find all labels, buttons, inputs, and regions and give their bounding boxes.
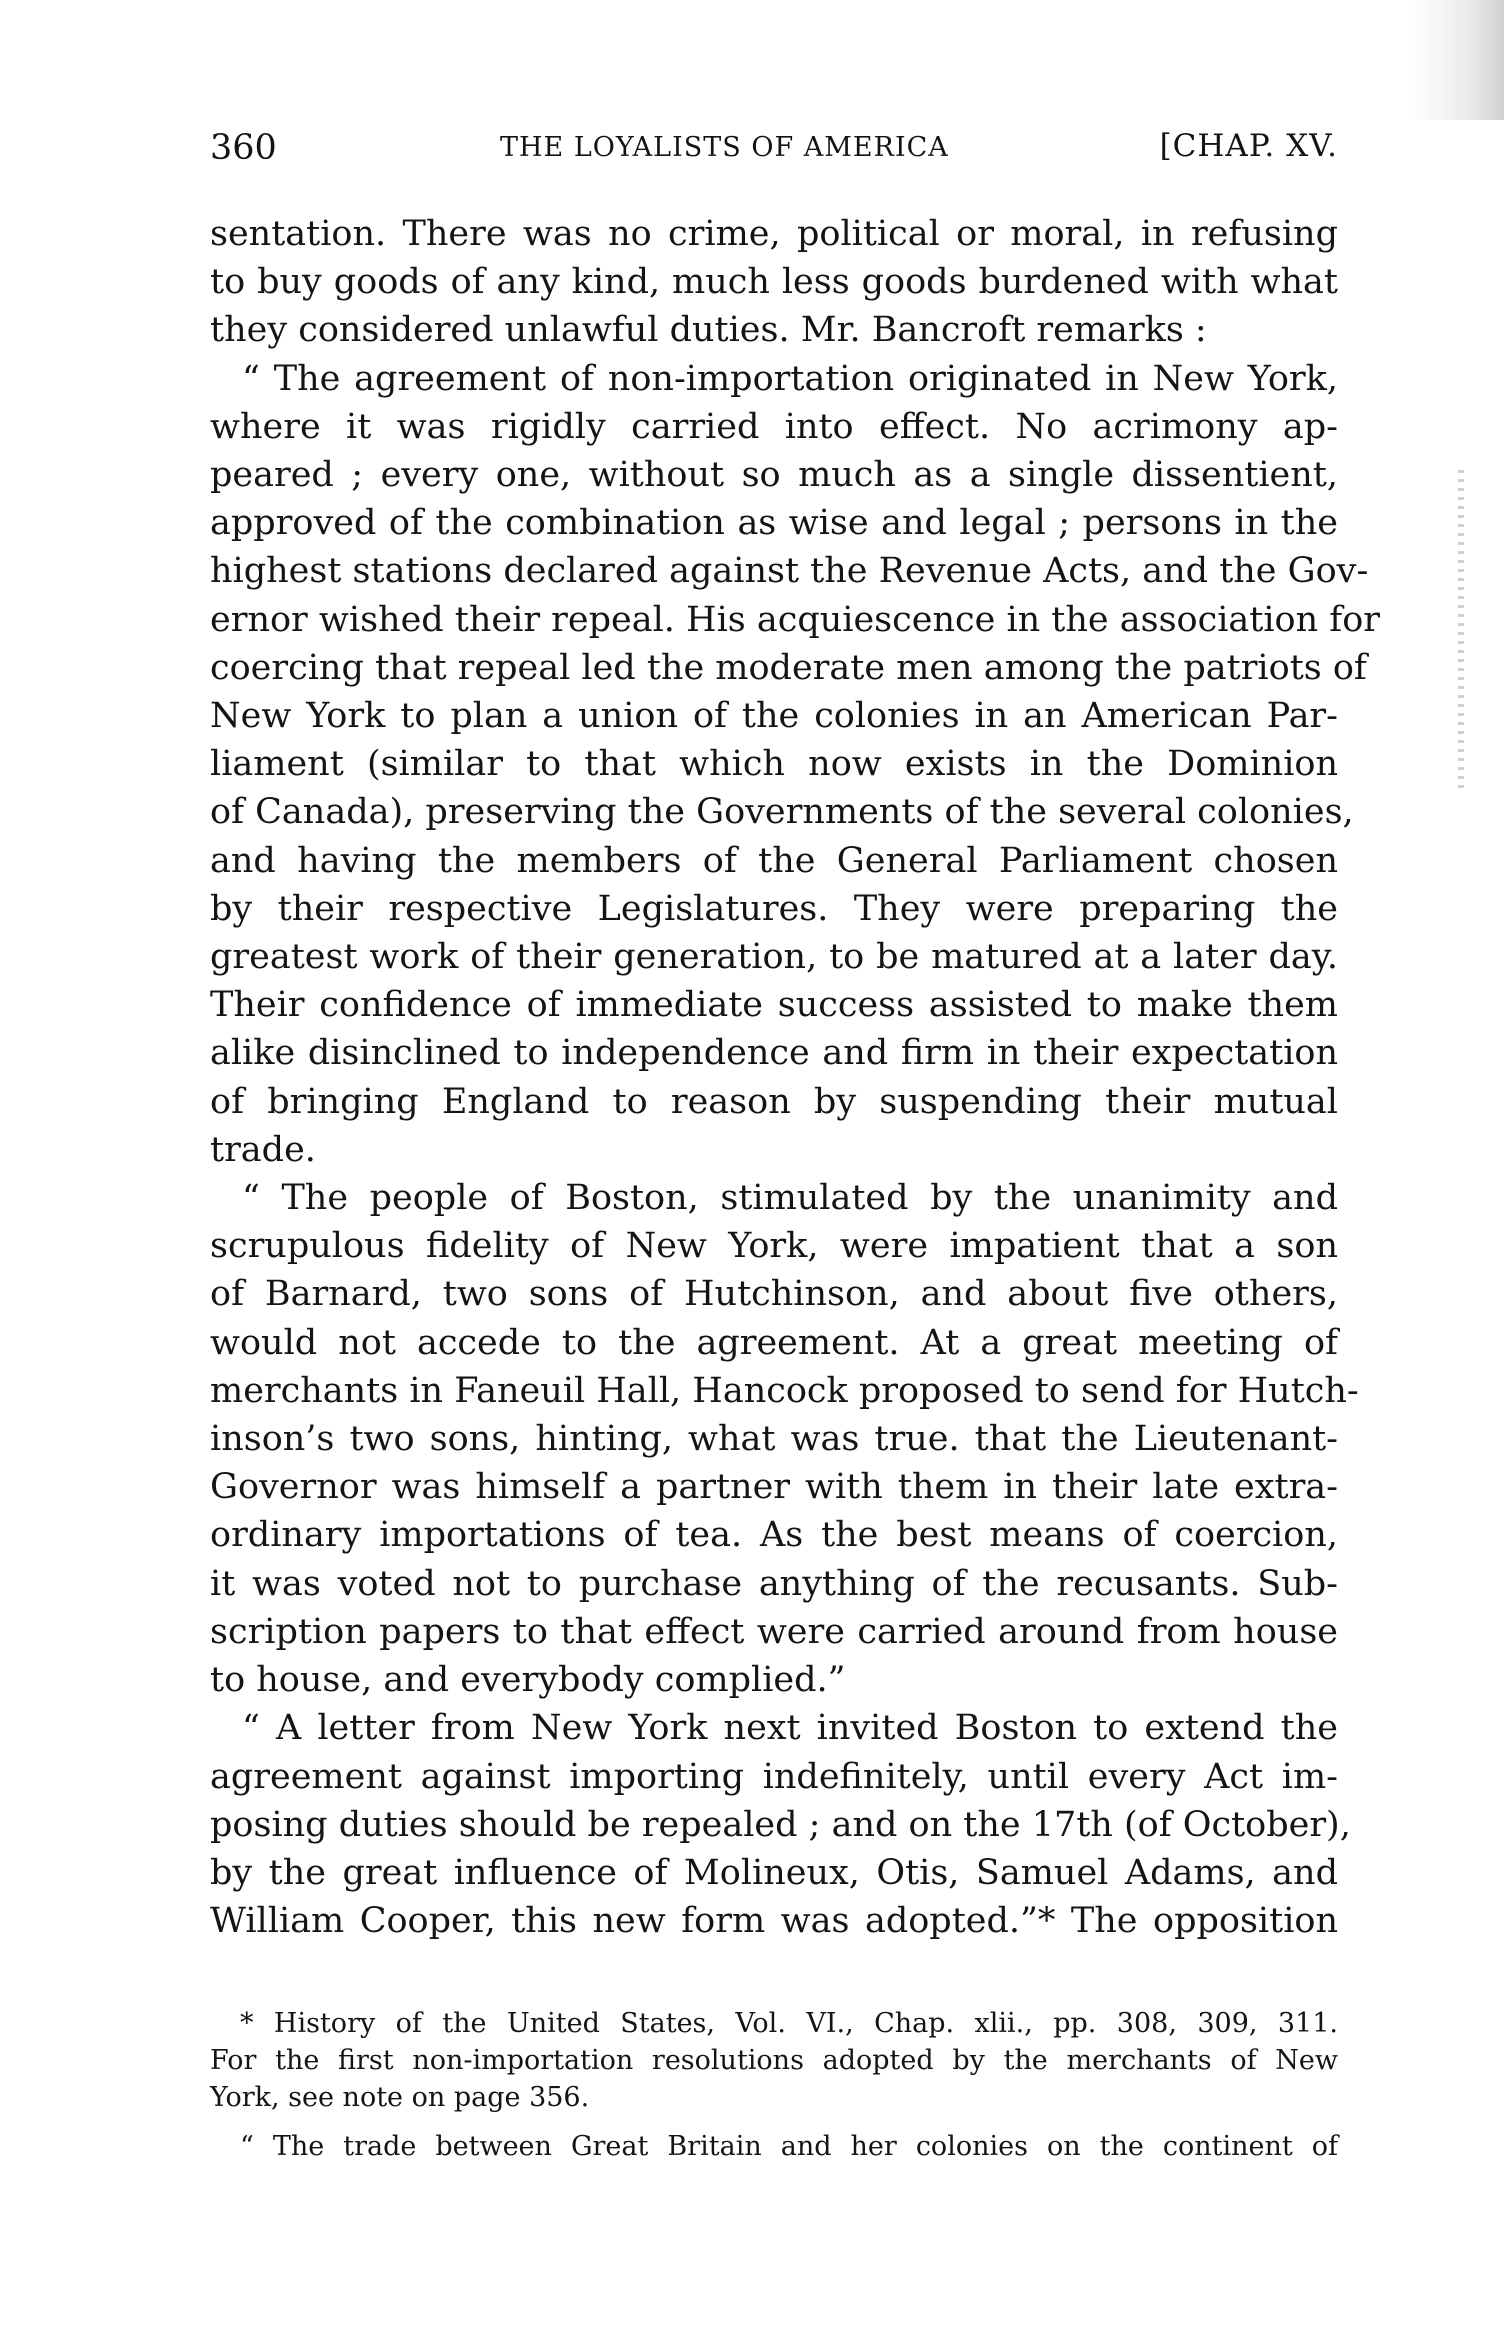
text-line: it was voted not to purchase anything of the recusants. Sub- — [210, 1563, 1338, 1604]
body-text — [210, 210, 1381, 1945]
text-line: of Barnard, two sons of Hutchinson, and about five others, — [210, 1274, 1338, 1315]
scan-edge-shadow — [1410, 0, 1504, 120]
text-line: inson’s two sons, hinting, what was true. that the Lieutenant- — [210, 1419, 1338, 1460]
text-line: “ A letter from New York next invited Boston to extend the — [242, 1708, 1338, 1749]
scan-margin-marks — [1458, 470, 1464, 790]
text-line: they considered unlawful duties. Mr. Bancroft remarks : — [210, 310, 1207, 351]
text-line: Governor was himself a partner with them in their late extra- — [210, 1467, 1338, 1508]
text-line: alike disinclined to independence and firm in their expectation — [210, 1033, 1338, 1074]
text-line: trade. — [210, 1129, 316, 1170]
text-line: “ The agreement of non-importation originated in New York, — [242, 358, 1338, 399]
chapter-marker: [CHAP. XV. — [1159, 128, 1338, 164]
text-line: merchants in Faneuil Hall, Hancock proposed to send for Hutch- — [210, 1370, 1359, 1411]
text-line: posing duties should be repealed ; and on the 17th (of October), — [210, 1804, 1351, 1845]
text-line: by the great influence of Molineux, Otis, Samuel Adams, and — [210, 1852, 1338, 1893]
text-line: would not accede to the agreement. At a great meeting of — [210, 1322, 1338, 1363]
text-line: New York to plan a union of the colonies in an American Par- — [210, 696, 1338, 737]
text-line: by their respective Legislatures. They were preparing the — [210, 888, 1338, 929]
text-line: to buy goods of any kind, much less goods burdened with what — [210, 262, 1338, 303]
footnote-line: York, see note on page 356. — [210, 2082, 590, 2113]
text-line: Their confidence of immediate success assisted to make them — [210, 985, 1338, 1026]
footnote-spacer — [210, 2116, 1338, 2128]
text-line: “ The people of Boston, stimulated by the unanimity and — [242, 1178, 1338, 1219]
text-line: of Canada), preserving the Governments of the several colonies, — [210, 792, 1354, 833]
running-title: THE LOYALISTS OF AMERICA — [500, 132, 949, 163]
text-line: of bringing England to reason by suspending their mutual — [210, 1081, 1338, 1122]
text-line: ernor wished their repeal. His acquiescence in the association for — [210, 599, 1381, 640]
text-line: approved of the combination as wise and legal ; persons in the — [210, 503, 1338, 544]
text-line: and having the members of the General Parliament chosen — [210, 840, 1338, 881]
footnote-line: * History of the United States, Vol. VI., Chap. xlii., pp. 308, 309, 311. — [240, 2008, 1338, 2039]
text-line: ordinary importations of tea. As the best means of coercion, — [210, 1515, 1338, 1556]
text-line: where it was rigidly carried into effect. No acrimony ap- — [210, 406, 1338, 447]
footnotes — [210, 2005, 1338, 2165]
running-header — [210, 128, 1338, 178]
footnote-line: “ The trade between Great Britain and her colonies on the continent of — [240, 2131, 1338, 2162]
text-line: sentation. There was no crime, political or moral, in refusing — [210, 214, 1338, 254]
page-number: 360 — [210, 128, 277, 168]
text-line: liament (similar to that which now exists in the Dominion — [210, 744, 1338, 785]
text-line: scrupulous fidelity of New York, were impatient that a son — [210, 1226, 1338, 1267]
text-line: to house, and everybody complied.” — [210, 1660, 846, 1701]
text-line: peared ; every one, without so much as a single dissentient, — [210, 455, 1338, 496]
text-line: agreement against importing indefinitely, until every Act im- — [210, 1756, 1338, 1797]
text-line: highest stations declared against the Revenue Acts, and the Gov- — [210, 551, 1369, 592]
text-line: scription papers to that effect were carried around from house — [210, 1611, 1338, 1652]
footnote-line: For the first non-importation resolutions adopted by the merchants of New — [210, 2045, 1338, 2076]
text-line: coercing that repeal led the moderate men among the patriots of — [210, 647, 1367, 688]
text-line: William Cooper, this new form was adopted.”* The opposition — [210, 1901, 1338, 1942]
text-line: greatest work of their generation, to be matured at a later day. — [210, 937, 1338, 978]
